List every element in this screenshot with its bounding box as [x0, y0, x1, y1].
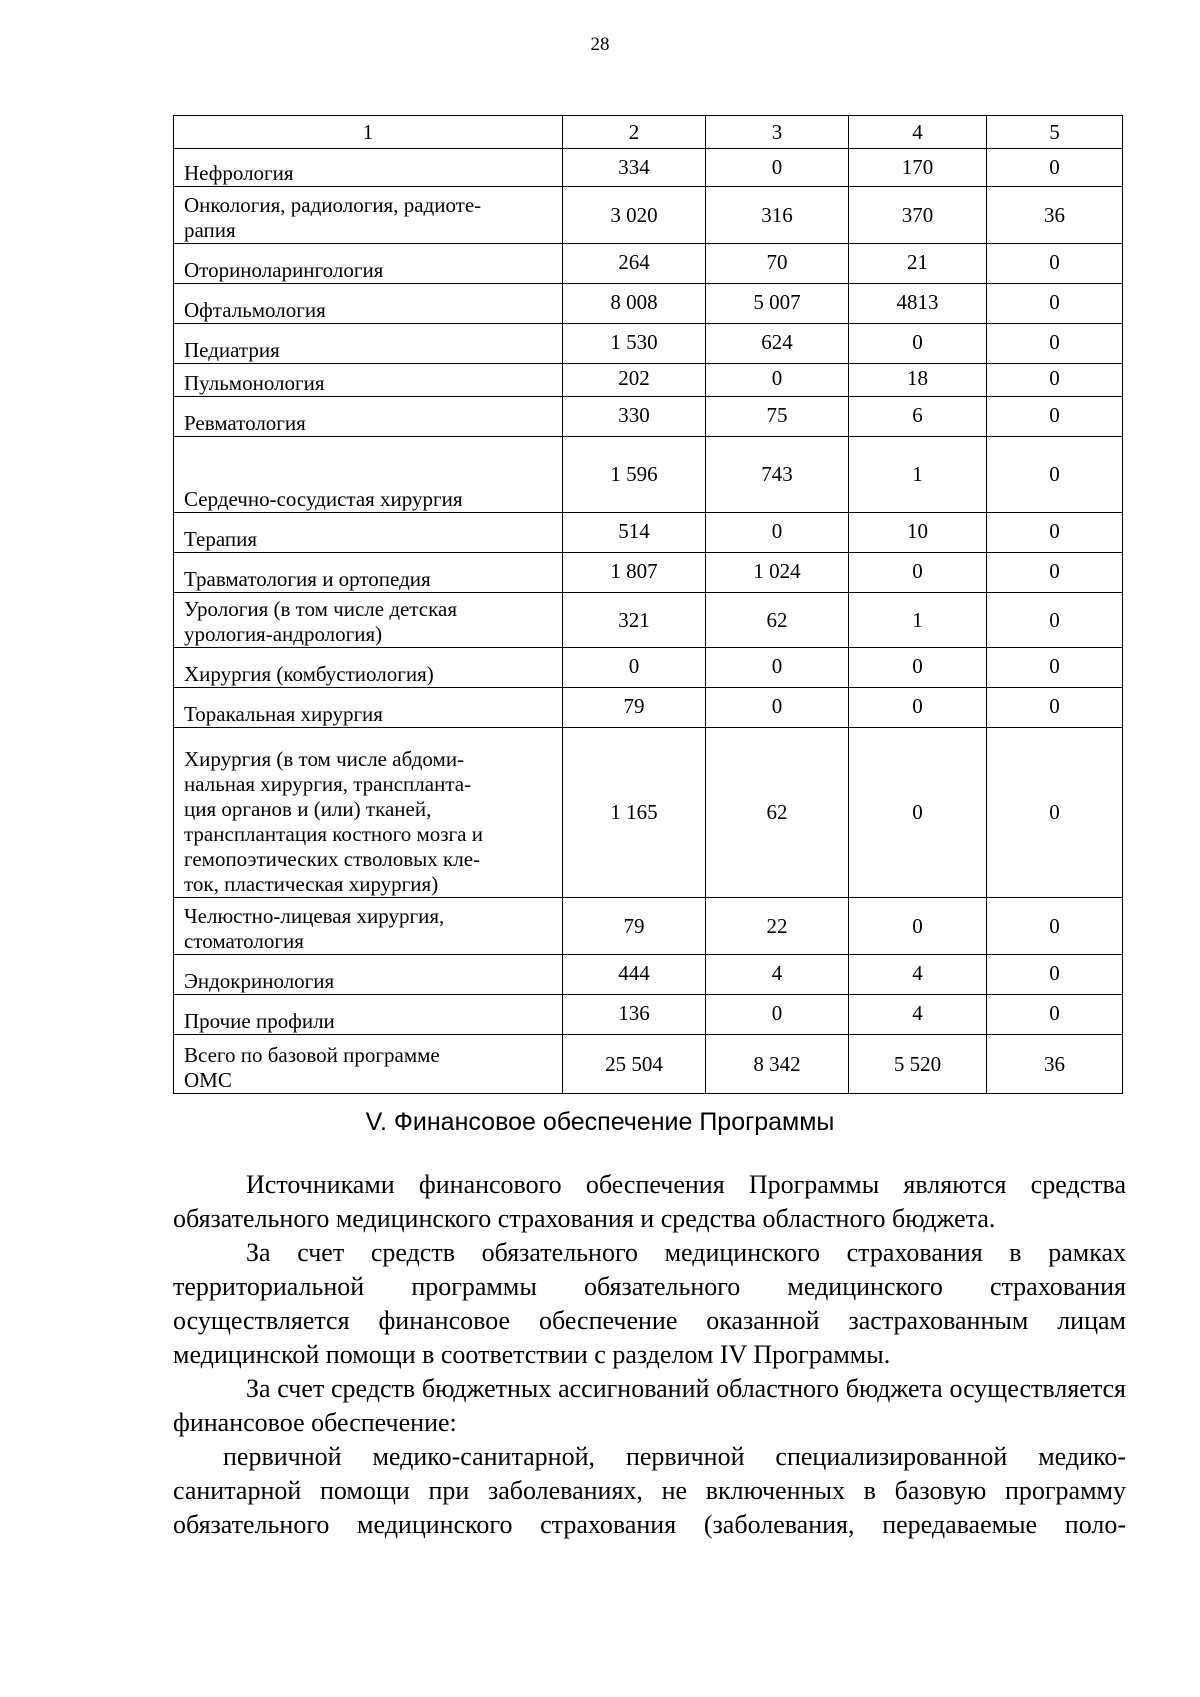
row-label	[174, 187, 563, 244]
cell-value: 330	[563, 397, 706, 437]
cell-value: 0	[987, 513, 1123, 553]
cell-value: 79	[563, 688, 706, 728]
table-row	[174, 553, 1123, 593]
table-row	[174, 955, 1123, 995]
body-text	[173, 1168, 1126, 1542]
cell-value: 0	[706, 513, 849, 553]
cell-value: 0	[987, 397, 1123, 437]
cell-value: 1 807	[563, 553, 706, 593]
cell-value: 0	[849, 728, 987, 898]
paragraph: Источниками финансового обеспечения Программы являются средства обязательного медицинского страхования и средства областного бюджета.	[173, 1170, 1126, 1233]
cell-value: 6	[849, 397, 987, 437]
cell-value: 316	[706, 187, 849, 244]
cell-value: 70	[706, 244, 849, 284]
header-cell: 5	[987, 116, 1123, 149]
row-label-text: Урология (в том числе детская урология-андрология)	[184, 597, 457, 646]
cell-value: 36	[987, 1035, 1123, 1094]
cell-value: 170	[849, 149, 987, 187]
cell-value: 0	[849, 648, 987, 688]
cell-value: 0	[987, 648, 1123, 688]
cell-value: 0	[849, 688, 987, 728]
cell-value: 321	[563, 593, 706, 648]
cell-value: 1 596	[563, 437, 706, 513]
row-label-text: Всего по базовой программе ОМС	[184, 1043, 440, 1092]
row-label	[174, 898, 563, 955]
cell-value: 0	[987, 995, 1123, 1035]
table-row	[174, 593, 1123, 648]
cell-value: 8 008	[563, 284, 706, 324]
cell-value: 4	[849, 995, 987, 1035]
table-header-row	[174, 116, 1123, 149]
cell-value: 202	[563, 364, 706, 397]
paragraph: За счет средств обязательного медицинского страхования в рамках территориальной программы обязательного медицинского страхования осуществляется финансовое обеспечение оказанной застрахованным лицам медицинской помощи в соответствии с разделом IV Программы.	[173, 1238, 1126, 1369]
cell-value: 21	[849, 244, 987, 284]
cell-value: 264	[563, 244, 706, 284]
row-label: Офтальмология	[174, 284, 563, 324]
table-row	[174, 437, 1123, 513]
cell-value: 444	[563, 955, 706, 995]
table-row	[174, 324, 1123, 364]
cell-value: 514	[563, 513, 706, 553]
row-label: Терапия	[174, 513, 563, 553]
cell-value: 136	[563, 995, 706, 1035]
cell-value: 0	[849, 553, 987, 593]
page-number: 28	[590, 34, 610, 55]
cell-value: 1	[849, 437, 987, 513]
row-label: Торакальная хирургия	[174, 688, 563, 728]
cell-value: 0	[987, 364, 1123, 397]
cell-value: 334	[563, 149, 706, 187]
header-cell: 1	[174, 116, 563, 149]
cell-value: 0	[706, 364, 849, 397]
row-label: Оториноларингология	[174, 244, 563, 284]
cell-value: 0	[987, 437, 1123, 513]
cell-value: 0	[706, 648, 849, 688]
cell-value: 0	[987, 688, 1123, 728]
row-label: Сердечно-сосудистая хирургия	[174, 437, 563, 513]
row-label: Ревматология	[174, 397, 563, 437]
cell-value: 4813	[849, 284, 987, 324]
row-label	[174, 1035, 563, 1094]
row-label: Пульмонология	[174, 364, 563, 397]
cell-value: 4	[849, 955, 987, 995]
cell-value: 0	[706, 688, 849, 728]
cell-value: 1	[849, 593, 987, 648]
cell-value: 0	[987, 955, 1123, 995]
paragraph: За счет средств бюджетных ассигнований областного бюджета осуществляется финансовое обеспечение:	[173, 1374, 1126, 1437]
cell-value: 0	[706, 995, 849, 1035]
cell-value: 0	[563, 648, 706, 688]
table-row	[174, 728, 1123, 898]
cell-value: 0	[987, 898, 1123, 955]
table-row	[174, 648, 1123, 688]
cell-value: 3 020	[563, 187, 706, 244]
cell-value: 8 342	[706, 1035, 849, 1094]
table-row	[174, 898, 1123, 955]
cell-value: 1 530	[563, 324, 706, 364]
cell-value: 0	[987, 553, 1123, 593]
row-label: Травматология и ортопедия	[174, 553, 563, 593]
cell-value: 18	[849, 364, 987, 397]
table-row	[174, 284, 1123, 324]
table-row-total	[174, 1035, 1123, 1094]
header-cell: 2	[563, 116, 706, 149]
cell-value: 0	[987, 244, 1123, 284]
table-row	[174, 244, 1123, 284]
cell-value: 0	[987, 149, 1123, 187]
section-title: V. Финансовое обеспечение Программы	[365, 1108, 835, 1136]
table-row	[174, 688, 1123, 728]
cell-value: 0	[987, 728, 1123, 898]
paragraph: первичной медико-санитарной, первичной специализированной медико-санитарной помощи при заболеваниях, не включенных в базовую программу обязательного медицинского страхования (заболевания, передаваемые поло-	[173, 1442, 1126, 1539]
cell-value: 5 007	[706, 284, 849, 324]
cell-value: 1 024	[706, 553, 849, 593]
header-cell: 3	[706, 116, 849, 149]
row-label: Хирургия (комбустиология)	[174, 648, 563, 688]
cell-value: 0	[706, 149, 849, 187]
cell-value: 0	[849, 898, 987, 955]
row-label: Педиатрия	[174, 324, 563, 364]
header-cell: 4	[849, 116, 987, 149]
row-label: Нефрология	[174, 149, 563, 187]
row-label	[174, 593, 563, 648]
cell-value: 624	[706, 324, 849, 364]
cell-value: 75	[706, 397, 849, 437]
row-label: Прочие профили	[174, 995, 563, 1035]
cell-value: 36	[987, 187, 1123, 244]
cell-value: 4	[706, 955, 849, 995]
cell-value: 25 504	[563, 1035, 706, 1094]
row-label-text: Челюстно-лицевая хирургия, стоматология	[184, 904, 445, 953]
table-row	[174, 187, 1123, 244]
cell-value: 1 165	[563, 728, 706, 898]
cell-value: 79	[563, 898, 706, 955]
cell-value: 743	[706, 437, 849, 513]
table-row	[174, 513, 1123, 553]
cell-value: 22	[706, 898, 849, 955]
table-row	[174, 995, 1123, 1035]
cell-value: 370	[849, 187, 987, 244]
cell-value: 0	[987, 324, 1123, 364]
cell-value: 0	[987, 284, 1123, 324]
cell-value: 10	[849, 513, 987, 553]
cell-value: 62	[706, 728, 849, 898]
table-row	[174, 397, 1123, 437]
row-label-text: Онкология, радиология, радиоте- рапия	[184, 193, 482, 242]
cell-value: 5 520	[849, 1035, 987, 1094]
row-label-text: Хирургия (в том числе абдоми- нальная хирургия, транспланта- ция органов и (или) тканей, трансплантация костного мозга и гемопоэтических стволовых кле- ток, пластическая хирургия)	[184, 747, 483, 896]
row-label	[174, 728, 563, 898]
cell-value: 0	[987, 593, 1123, 648]
row-label: Эндокринология	[174, 955, 563, 995]
cell-value: 62	[706, 593, 849, 648]
profile-table	[173, 115, 1123, 1094]
table-row	[174, 364, 1123, 397]
cell-value: 0	[849, 324, 987, 364]
table-row	[174, 149, 1123, 187]
